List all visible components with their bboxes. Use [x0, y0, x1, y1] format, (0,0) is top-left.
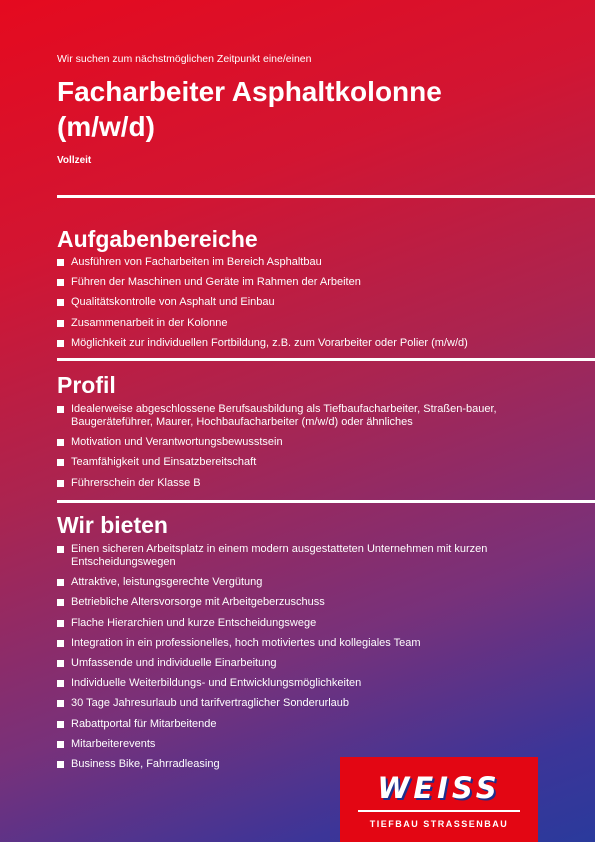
list-item: Möglichkeit zur individuellen Fortbildung, z.B. zum Vorarbeiter oder Polier (m/w/d): [57, 337, 537, 350]
square-bullet-icon: [57, 406, 64, 413]
offer-list: [57, 543, 537, 778]
square-bullet-icon: [57, 579, 64, 586]
list-item: Flache Hierarchien und kurze Entscheidungswege: [57, 617, 537, 630]
list-item: Einen sicheren Arbeitsplatz in einem modern ausgestatteten Unternehmen mit kurzen Entscheidungswegen: [57, 543, 537, 569]
square-bullet-icon: [57, 700, 64, 707]
square-bullet-icon: [57, 480, 64, 487]
list-item: Führerschein der Klasse B: [57, 477, 537, 490]
list-item: Individuelle Weiterbildungs- und Entwicklungsmöglichkeiten: [57, 677, 537, 690]
logo-tagline: TIEFBAU STRASSENBAU: [369, 819, 509, 829]
list-item: Teamfähigkeit und Einsatzbereitschaft: [57, 456, 537, 469]
square-bullet-icon: [57, 299, 64, 306]
company-logo: [340, 757, 538, 842]
list-item: Integration in ein professionelles, hoch motiviertes und kollegiales Team: [57, 637, 537, 650]
list-item: Ausführen von Facharbeiten im Bereich Asphaltbau: [57, 256, 537, 269]
employment-type: Vollzeit: [57, 155, 92, 166]
list-item: Rabattportal für Mitarbeitende: [57, 718, 537, 731]
square-bullet-icon: [57, 741, 64, 748]
profile-heading: Profil: [57, 372, 116, 398]
square-bullet-icon: [57, 599, 64, 606]
tasks-heading: Aufgabenbereiche: [57, 226, 258, 252]
intro-text: Wir suchen zum nächstmöglichen Zeitpunkt eine/einen: [57, 53, 312, 65]
square-bullet-icon: [57, 279, 64, 286]
divider-top: [57, 195, 595, 198]
list-item: Motivation und Verantwortungsbewusstsein: [57, 436, 537, 449]
tasks-list: [57, 256, 537, 357]
logo-divider: [358, 810, 520, 812]
list-item: Attraktive, leistungsgerechte Vergütung: [57, 576, 537, 589]
square-bullet-icon: [57, 620, 64, 627]
square-bullet-icon: [57, 546, 64, 553]
profile-list: [57, 403, 537, 497]
square-bullet-icon: [57, 721, 64, 728]
square-bullet-icon: [57, 680, 64, 687]
square-bullet-icon: [57, 340, 64, 347]
square-bullet-icon: [57, 459, 64, 466]
divider-profile-offer: [57, 500, 595, 503]
square-bullet-icon: [57, 660, 64, 667]
square-bullet-icon: [57, 259, 64, 266]
list-item: Idealerweise abgeschlossene Berufsausbildung als Tiefbaufacharbeiter, Straßen-bauer, Baugeräteführer, Maurer, Hochbaufacharbeiter (m/w/d) oder ähnliches: [57, 403, 537, 429]
list-item: Mitarbeiterevents: [57, 738, 537, 751]
list-item: Qualitätskontrolle von Asphalt und Einbau: [57, 296, 537, 309]
list-item: Betriebliche Altersvorsorge mit Arbeitgeberzuschuss: [57, 596, 537, 609]
offer-heading: Wir bieten: [57, 512, 168, 538]
square-bullet-icon: [57, 761, 64, 768]
square-bullet-icon: [57, 640, 64, 647]
list-item: 30 Tage Jahresurlaub und tarifvertraglicher Sonderurlaub: [57, 697, 537, 710]
list-item: Business Bike, Fahrradleasing: [57, 758, 537, 771]
list-item: Führen der Maschinen und Geräte im Rahmen der Arbeiten: [57, 276, 537, 289]
square-bullet-icon: [57, 439, 64, 446]
divider-tasks-profile: [57, 358, 595, 361]
list-item: Umfassende und individuelle Einarbeitung: [57, 657, 537, 670]
list-item: Zusammenarbeit in der Kolonne: [57, 317, 537, 330]
job-title: Facharbeiter Asphaltkolonne (m/w/d): [57, 76, 442, 142]
square-bullet-icon: [57, 320, 64, 327]
logo-wordmark: WEISS: [377, 771, 501, 805]
